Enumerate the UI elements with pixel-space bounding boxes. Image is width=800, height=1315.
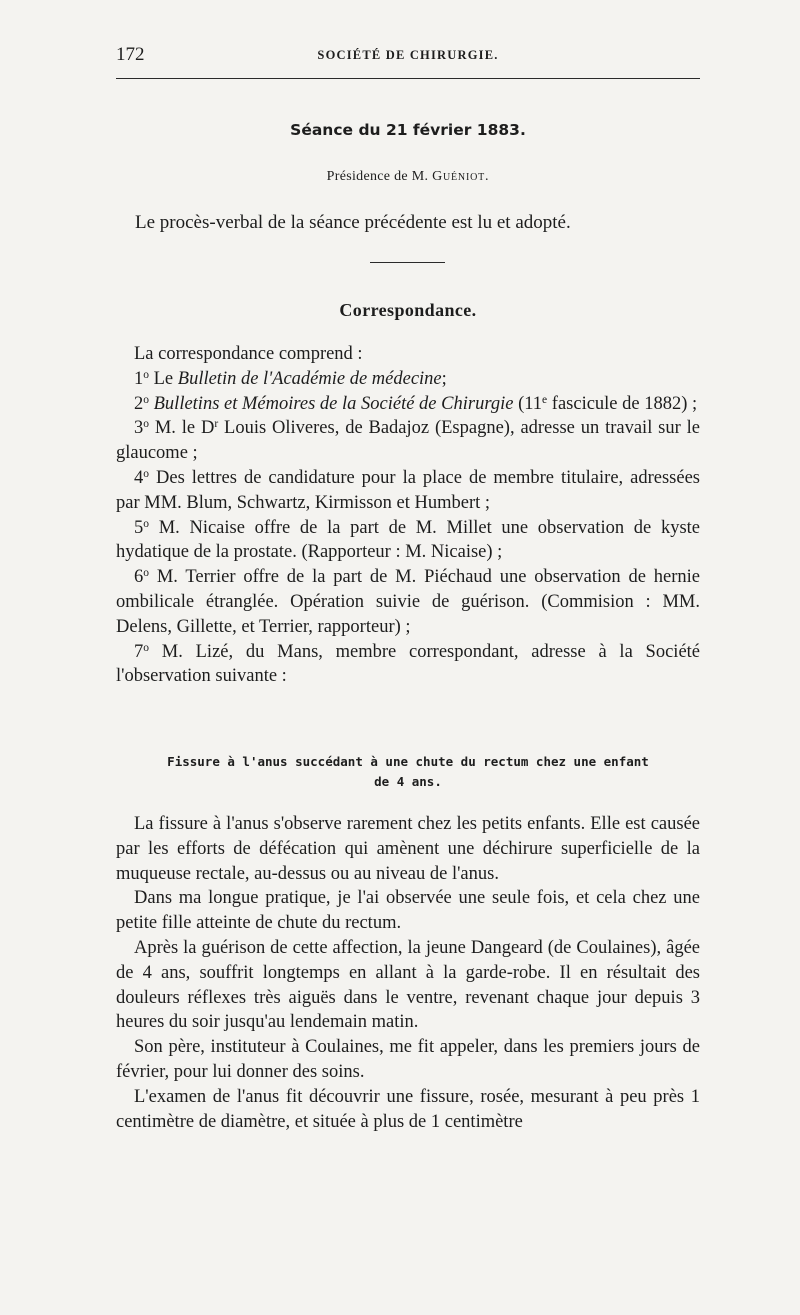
correspondence-heading: Correspondance.: [339, 300, 477, 320]
observation-title-line-2: de 4 ans.: [374, 774, 442, 789]
observation-paragraph: Après la guérison de cette affection, la jeune Dangeard (de Coulaines), âgée de 4 ans, souffrit longtemps en allant à la garde-robe. Il en résultait des douleurs réflexes très aiguës dans le ventre, revenant chaque jour depuis 3 heures du soir jusqu'au lendemain matin.: [116, 937, 700, 1033]
header-rule: [116, 78, 700, 79]
correspondence-body: [116, 342, 700, 689]
correspondence-item-2: 2$^o$ Bulletins et Mémoires de la Société de Chirurgie (11e fascicule de 1882) ;: [134, 393, 698, 414]
observation-title-line-1: Fissure à l'anus succédant à une chute du rectum chez une enfant: [167, 754, 649, 769]
page-header: [116, 44, 700, 74]
observation-body: [116, 812, 700, 1134]
presidency-prefix: Présidence de M.: [326, 169, 429, 184]
correspondence-item-3: 3$^o$ M. le $D^r$ Louis Oliveres, de Badajoz (Espagne), adresse un travail sur le glaucome ;: [116, 418, 700, 464]
correspondence-item-4: 4$^o$ Des lettres de candidature pour la place de membre titulaire, adressées par MM. Blum, Schwartz, Kirmisson et Humbert ;: [116, 467, 701, 513]
presidency-line: [116, 169, 700, 185]
separator-rule: [370, 262, 445, 263]
running-title: SOCIÉTÉ DE CHIRURGIE.: [317, 48, 499, 62]
correspondence-item-6: 6$^o$ M. Terrier offre de la part de M. Piéchaud une observation de hernie ombilicale étranglée. Opération suivie de guérison. (Commision : MM. Delens, Gillette, et Terrier, rapporteur) ;: [116, 567, 700, 637]
correspondence-item-5: 5$^o$ M. Nicaise offre de la part de M. Millet une observation de kyste hydatique de la prostate. (Rapporteur : M. Nicaise) ;: [116, 517, 701, 563]
observation-paragraph: Dans ma longue pratique, je l'ai observée une seule fois, et cela chez une petite fille atteinte de chute du rectum.: [116, 888, 700, 934]
observation-title: [116, 752, 700, 792]
correspondence-item-1: 1$^o$ Le Bulletin de l'Académie de médecine;: [134, 368, 447, 389]
minutes-statement: Le procès-verbal de la séance précédente est lu et adopté.: [135, 212, 571, 233]
session-title: Séance du 21 février 1883.: [290, 121, 526, 139]
page-number: 172: [116, 44, 145, 65]
president-name: Guéniot.: [432, 169, 490, 184]
correspondence-intro: La correspondance comprend :: [134, 344, 363, 364]
correspondence-item-7: 7$^o$ M. Lizé, du Mans, membre correspondant, adresse à la Société l'observation suivante :: [116, 641, 701, 687]
observation-paragraph: Son père, instituteur à Coulaines, me fit appeler, dans les premiers jours de février, pour lui donner des soins.: [116, 1037, 700, 1082]
journal-title: Bulletins et Mémoires de la Société de Chirurgie: [153, 393, 514, 414]
journal-title: Bulletin de l'Académie de médecine: [177, 368, 442, 389]
observation-paragraph: L'examen de l'anus fit découvrir une fissure, rosée, mesurant à peu près 1 centimètre de diamètre, et située à plus de 1 centimètre: [116, 1086, 700, 1132]
observation-paragraph: La fissure à l'anus s'observe rarement chez les petits enfants. Elle est causée par les efforts de défécation qui amènent une déchirure superficielle de la muqueuse rectale, au-dessus ou au niveau de l'anus.: [116, 814, 700, 884]
